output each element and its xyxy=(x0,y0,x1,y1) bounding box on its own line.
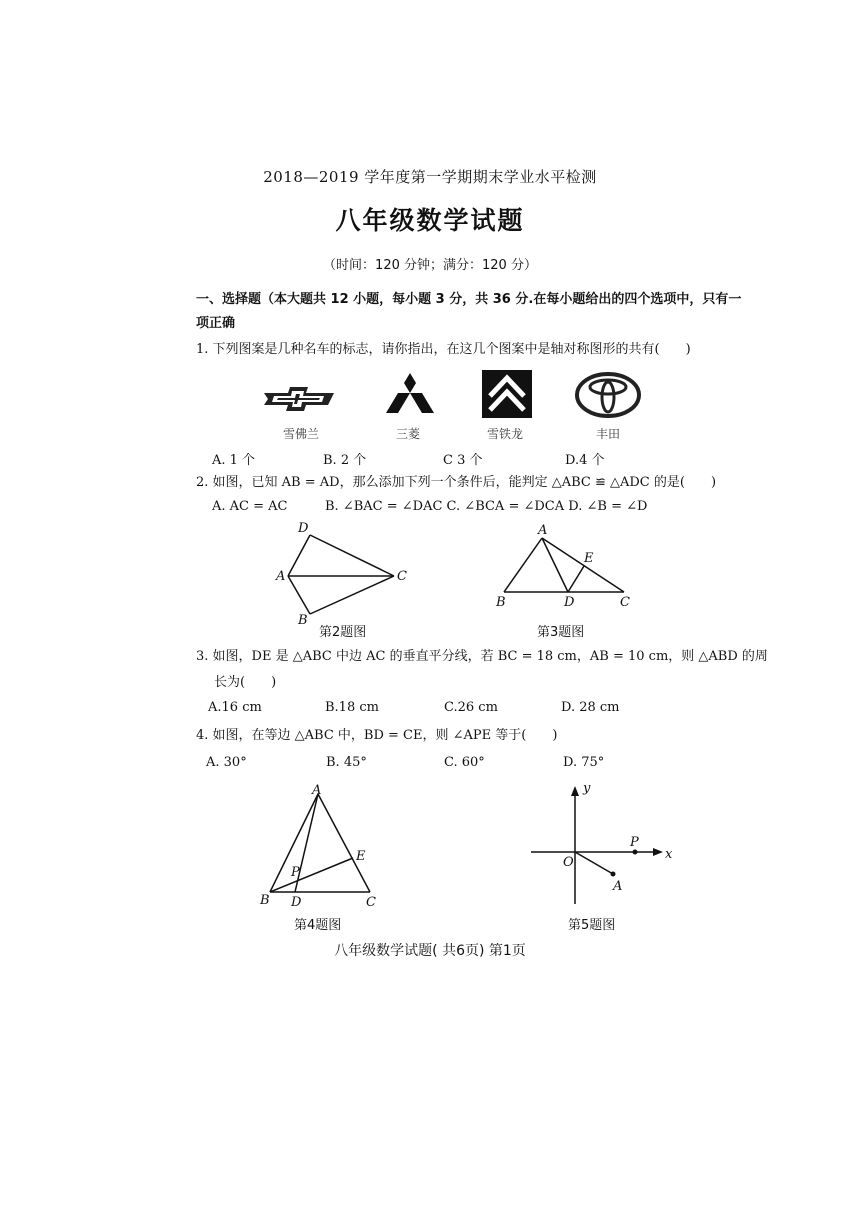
q3-option-c: C.26 cm xyxy=(444,700,498,715)
fig2-label-d: D xyxy=(298,521,309,536)
fig5-point-a xyxy=(611,872,616,877)
fig2-label-a: A xyxy=(276,569,286,584)
fig5-label-x: x xyxy=(665,847,673,862)
q2-option-a: A. AC = AC xyxy=(212,499,288,514)
fig5-label-a: A xyxy=(613,879,623,894)
fig4-edge-be xyxy=(270,858,353,892)
fig5-y-arrow xyxy=(571,786,579,796)
fig4-edge-ac xyxy=(318,794,370,892)
fig3-label-c: C xyxy=(620,595,630,610)
fig5-point-p xyxy=(633,850,638,855)
q2-option-d: D. ∠B = ∠D xyxy=(568,499,648,514)
question-3-stem-line1: 3. 如图，DE 是 △ABC 中边 AC 的垂直平分线，若 BC = 18 cm，AB = 10 cm，则 △ABD 的周 xyxy=(196,649,768,664)
logo-caption-mitsubishi: 三菱 xyxy=(396,427,421,441)
fig5-label-p: P xyxy=(630,835,639,850)
time-info: （时间：120 分钟；满分：120 分） xyxy=(323,258,537,273)
q4-option-b: B. 45° xyxy=(326,755,367,770)
fig5-label-y: y xyxy=(583,781,591,796)
q3-option-d: D. 28 cm xyxy=(561,700,620,715)
fig4-label-p: P xyxy=(291,865,300,880)
fig5-label-o: O xyxy=(563,855,574,870)
fig3-label-d: D xyxy=(564,595,575,610)
figure-4-caption: 第4题图 xyxy=(294,918,342,933)
fig2-edge-dc xyxy=(310,535,394,576)
toyota-logo xyxy=(575,372,641,418)
section-heading xyxy=(196,288,742,336)
q3-option-b: B.18 cm xyxy=(325,700,379,715)
q1-option-d: D.4 个 xyxy=(565,453,605,468)
page-footer: 八年级数学试题( 共6页) 第1页 xyxy=(334,943,526,959)
fig3-edge-ab xyxy=(504,538,542,592)
q4-option-d: D. 75° xyxy=(563,755,605,770)
q1-option-b: B. 2 个 xyxy=(323,453,367,468)
q1-option-c: C 3 个 xyxy=(443,453,483,468)
fig4-label-c: C xyxy=(366,895,376,910)
fig2-edge-bc xyxy=(310,576,394,614)
exam-title: 八年级数学试题 xyxy=(335,206,525,235)
question-1-stem: 1. 下列图案是几种名车的标志，请你指出，在这几个图案中是轴对称图形的共有( ) xyxy=(196,342,691,357)
q4-option-a: A. 30° xyxy=(206,755,247,770)
fig4-label-e: E xyxy=(356,849,366,864)
fig3-label-a: A xyxy=(538,523,548,538)
figure-2 xyxy=(270,520,420,630)
fig5-x-arrow xyxy=(653,848,663,856)
q3-option-a: A.16 cm xyxy=(208,700,262,715)
fig3-label-e: E xyxy=(584,551,594,566)
figure-3 xyxy=(490,522,640,614)
citroen-logo xyxy=(482,370,532,418)
fig2-label-b: B xyxy=(298,613,308,628)
question-2-stem: 2. 如图，已知 AB = AD，那么添加下列一个条件后，能判定 △ABC ≌ △ADC 的是( ) xyxy=(196,475,717,490)
q1-option-a: A. 1 个 xyxy=(212,453,256,468)
figure-5 xyxy=(525,780,675,910)
fig3-label-b: B xyxy=(496,595,506,610)
logo-caption-toyota: 丰田 xyxy=(596,427,621,441)
fig5-segment-oa xyxy=(575,852,613,874)
figure-4 xyxy=(255,782,390,912)
fig4-label-b: B xyxy=(260,893,270,908)
exam-subtitle: 2018—2019 学年度第一学期期末学业水平检测 xyxy=(263,168,597,186)
fig2-label-c: C xyxy=(397,569,407,584)
section-heading-line2: 项正确 xyxy=(196,316,236,331)
mitsubishi-logo xyxy=(382,372,438,414)
figure-5-caption: 第5题图 xyxy=(568,918,616,933)
question-3-stem-line2: 长为( ) xyxy=(214,675,277,690)
fig4-label-d: D xyxy=(291,895,302,910)
figure-3-caption: 第3题图 xyxy=(537,625,585,640)
chevrolet-logo xyxy=(262,384,336,414)
q2-option-b: B. ∠BAC = ∠DAC xyxy=(325,499,443,514)
q2-option-bcd xyxy=(325,499,647,514)
figure-2-caption: 第2题图 xyxy=(319,625,367,640)
section-heading-line1: 一、选择题（本大题共 12 小题，每小题 3 分，共 36 分.在每小题给出的四个选项中，只有一 xyxy=(196,292,742,307)
fig2-edge-ab xyxy=(288,576,310,614)
question-4-stem: 4. 如图，在等边 △ABC 中，BD = CE，则 ∠APE 等于( ) xyxy=(196,728,558,743)
fig2-edge-da xyxy=(288,535,310,576)
q4-option-c: C. 60° xyxy=(444,755,485,770)
fig3-edge-de xyxy=(568,566,584,592)
logo-caption-chevrolet: 雪佛兰 xyxy=(283,427,320,441)
logo-caption-citroen: 雪铁龙 xyxy=(487,427,524,441)
q2-option-c: C. ∠BCA = ∠DCA xyxy=(446,499,565,514)
fig4-label-a: A xyxy=(312,783,322,798)
